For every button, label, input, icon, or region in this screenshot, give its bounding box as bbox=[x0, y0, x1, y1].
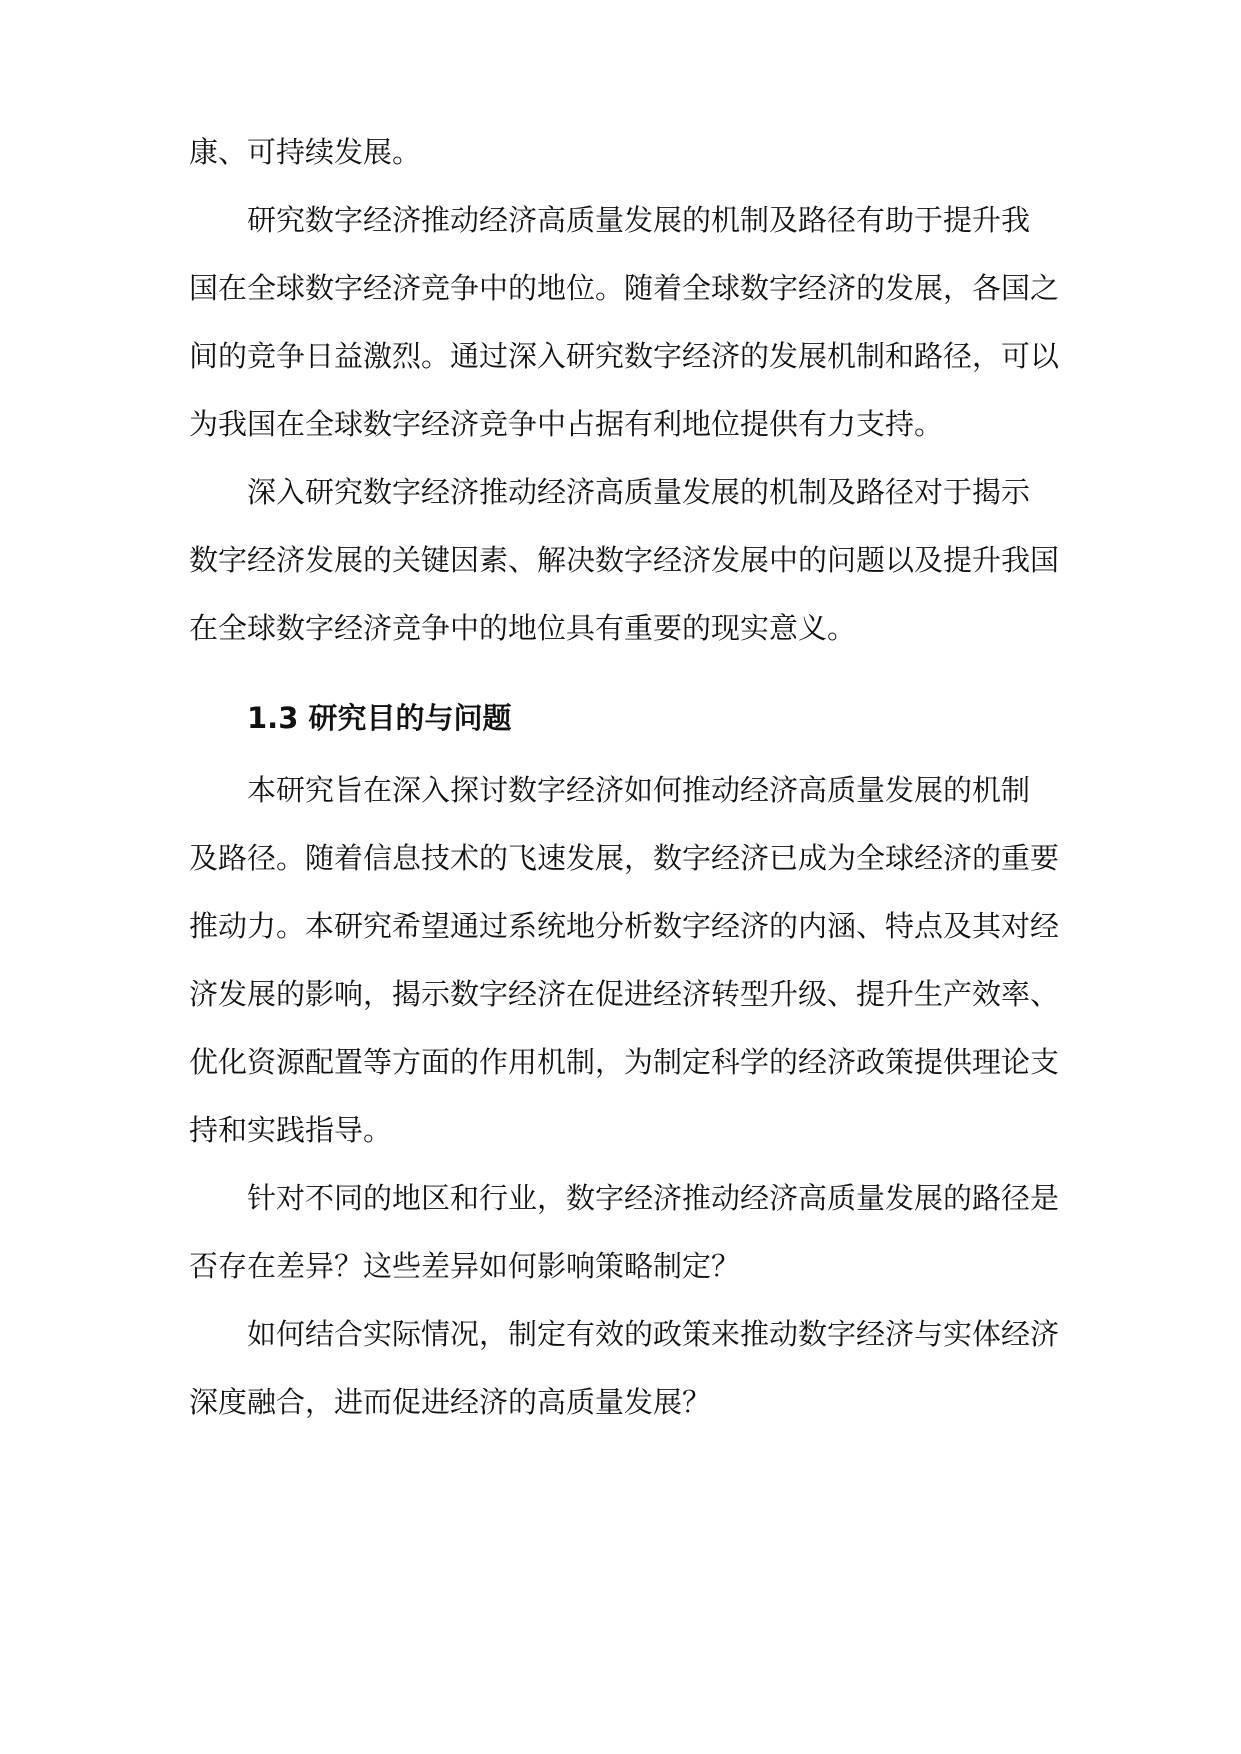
paragraph-4-line-2: 及路径。随着信息技术的飞速发展，数字经济已成为全球经济的重要 bbox=[189, 841, 1060, 875]
paragraph-3-line-2: 数字经济发展的关键因素、解决数字经济发展中的问题以及提升我国 bbox=[189, 543, 1060, 577]
paragraph-4-line-5: 优化资源配置等方面的作用机制，为制定科学的经济政策提供理论支 bbox=[189, 1045, 1060, 1079]
paragraph-6-line-2: 深度融合，进而促进经济的高质量发展？ bbox=[189, 1385, 712, 1419]
paragraph-3-line-1: 深入研究数字经济推动经济高质量发展的机制及路径对于揭示 bbox=[247, 475, 1031, 509]
paragraph-4-line-6: 持和实践指导。 bbox=[189, 1113, 393, 1147]
paragraph-2-line-1: 研究数字经济推动经济高质量发展的机制及路径有助于提升我 bbox=[247, 203, 1031, 237]
paragraph-5-line-1: 针对不同的地区和行业，数字经济推动经济高质量发展的路径是 bbox=[247, 1181, 1060, 1215]
paragraph-4-line-4: 济发展的影响，揭示数字经济在促进经济转型升级、提升生产效率、 bbox=[189, 977, 1060, 1011]
paragraph-3-line-3: 在全球数字经济竞争中的地位具有重要的现实意义。 bbox=[189, 611, 857, 645]
section-heading: 1.3 研究目的与问题 bbox=[247, 701, 512, 735]
paragraph-2-line-3: 间的竞争日益激烈。通过深入研究数字经济的发展机制和路径，可以 bbox=[189, 339, 1060, 373]
paragraph-1-line-1: 康、可持续发展。 bbox=[189, 135, 422, 169]
paragraph-2-line-2: 国在全球数字经济竞争中的地位。随着全球数字经济的发展，各国之 bbox=[189, 271, 1060, 305]
paragraph-5-line-2: 否存在差异？这些差异如何影响策略制定？ bbox=[189, 1249, 741, 1283]
paragraph-2-line-4: 为我国在全球数字经济竞争中占据有利地位提供有力支持。 bbox=[189, 407, 944, 441]
paragraph-4-line-1: 本研究旨在深入探讨数字经济如何推动经济高质量发展的机制 bbox=[247, 773, 1031, 807]
paragraph-4-line-3: 推动力。本研究希望通过系统地分析数字经济的内涵、特点及其对经 bbox=[189, 909, 1060, 943]
paragraph-6-line-1: 如何结合实际情况，制定有效的政策来推动数字经济与实体经济 bbox=[247, 1317, 1060, 1351]
